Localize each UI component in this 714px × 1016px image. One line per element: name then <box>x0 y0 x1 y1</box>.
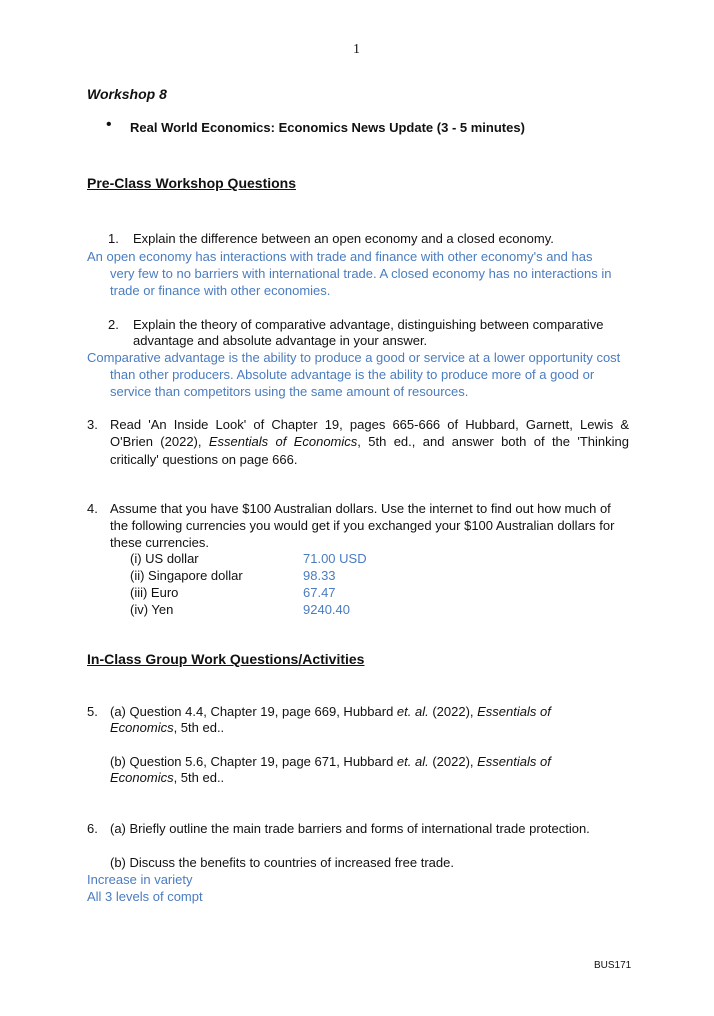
bullet-icon: • <box>106 116 112 133</box>
q5a-text: (a) Question 4.4, Chapter 19, page 669, Hubbard <box>110 704 397 719</box>
q4-text-line: the following currencies you would get if you exchanged your $100 Australian dollars for <box>110 518 615 533</box>
book-title: Essentials of Economics <box>208 434 358 449</box>
news-update-item: Real World Economics: Economics News Update (3 - 5 minutes) <box>130 120 525 135</box>
q1-answer-line: An open economy has interactions with trade and finance with other economy's and has <box>87 249 593 264</box>
q1-text: Explain the difference between an open economy and a closed economy. <box>133 231 554 246</box>
q5b-text: , 5th ed.. <box>173 770 225 785</box>
q5a-text: (2022), <box>428 704 478 719</box>
q5a-line <box>110 703 551 720</box>
currency-value: 98.33 <box>303 568 336 583</box>
q4-text-line: these currencies. <box>110 535 209 550</box>
q2-answer-line: than other producers. Absolute advantage is the ability to produce more of a good or <box>110 367 595 382</box>
inclass-heading: In-Class Group Work Questions/Activities <box>87 651 365 667</box>
currency-label: (ii) Singapore dollar <box>130 568 243 583</box>
q2-answer-line: Comparative advantage is the ability to produce a good or service at a lower opportunity cost <box>87 350 621 365</box>
q6-answer-line: Increase in variety <box>87 872 193 887</box>
currency-value: 9240.40 <box>303 602 350 617</box>
q1-answer-line: very few to no barriers with international trade. A closed economy has no interactions in <box>110 266 612 281</box>
currency-value: 67.47 <box>303 585 336 600</box>
currency-label: (i) US dollar <box>130 551 199 566</box>
q3-text-line: Read 'An Inside Look' of Chapter 19, pages 665-666 of Hubbard, Garnett, Lewis & <box>110 417 629 432</box>
q5b-line <box>110 753 551 770</box>
preclass-heading: Pre-Class Workshop Questions <box>87 175 297 191</box>
q4-text-line: Assume that you have $100 Australian dollars. Use the internet to find out how much of <box>110 501 611 516</box>
currency-label: (iii) Euro <box>130 585 179 600</box>
page-number: 1 <box>353 42 360 57</box>
q5b-text: (2022), <box>428 754 478 769</box>
q5-number: 5. <box>87 704 98 719</box>
q5a-line <box>110 719 224 736</box>
q3-text-line <box>110 433 629 450</box>
footer-course-code: BUS171 <box>594 960 632 971</box>
et-al: et. al. <box>396 754 429 769</box>
q1-answer-line: trade or finance with other economies. <box>110 283 331 298</box>
q4-number: 4. <box>87 501 98 516</box>
et-al: et. al. <box>396 704 429 719</box>
q3-number: 3. <box>87 417 98 432</box>
currency-label: (iv) Yen <box>130 602 174 617</box>
q6-answer-line: All 3 levels of compt <box>87 889 203 904</box>
q3-text-segment: O'Brien (2022), <box>110 434 209 449</box>
q5b-text: (b) Question 5.6, Chapter 19, page 671, Hubbard <box>110 754 397 769</box>
q6b-text: (b) Discuss the benefits to countries of increased free trade. <box>110 855 454 870</box>
q3-text-segment: , 5th ed., and answer both of the 'Thinking <box>357 434 629 449</box>
q5a-text: , 5th ed.. <box>173 720 225 735</box>
q2-answer-line: service than competitors using the same amount of resources. <box>110 384 469 399</box>
q3-text-line: critically' questions on page 666. <box>110 452 298 467</box>
q5b-line <box>110 769 224 786</box>
q2-number: 2. <box>108 317 119 332</box>
q1-number: 1. <box>108 231 119 246</box>
q6a-text: (a) Briefly outline the main trade barriers and forms of international trade protection. <box>110 821 590 836</box>
q6-number: 6. <box>87 821 98 836</box>
book-title: Economics <box>110 770 174 785</box>
book-title: Essentials of <box>477 754 551 769</box>
currency-value: 71.00 USD <box>303 551 367 566</box>
q2-text-line: Explain the theory of comparative advantage, distinguishing between comparative <box>133 317 604 332</box>
book-title: Economics <box>110 720 174 735</box>
workshop-title: Workshop 8 <box>87 86 167 102</box>
book-title: Essentials of <box>477 704 551 719</box>
q2-text-line: advantage and absolute advantage in your answer. <box>133 333 428 348</box>
